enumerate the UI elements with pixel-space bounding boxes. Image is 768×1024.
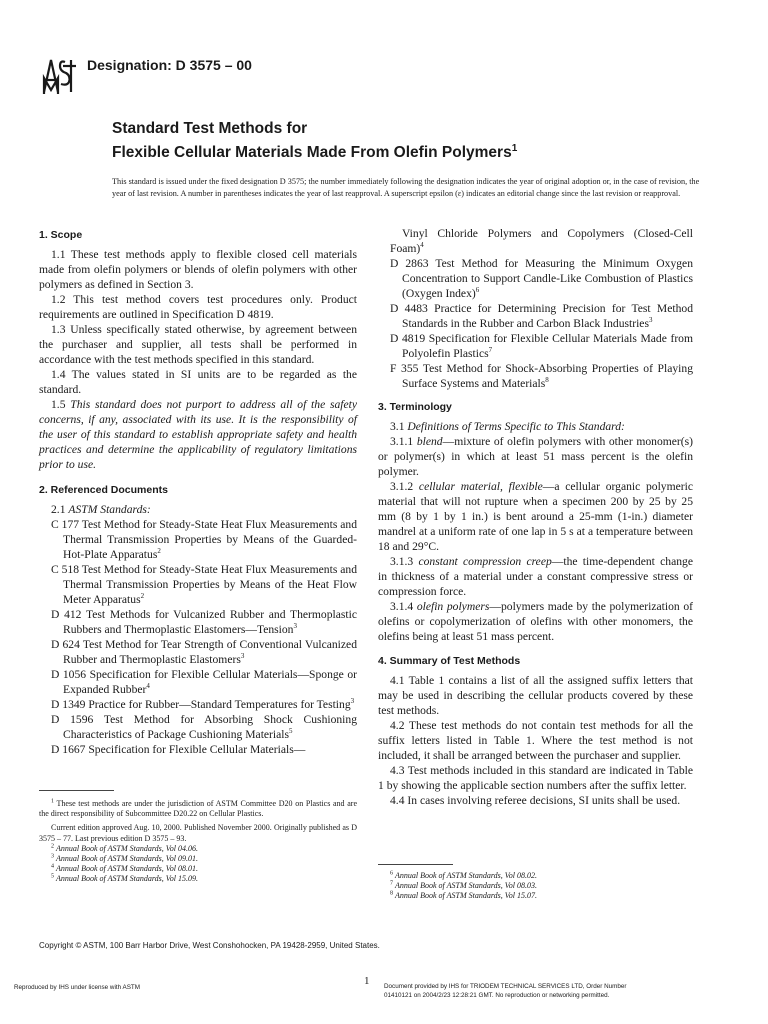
section-3-1-2: 3.1.2 cellular material, flexible—a cellular organic polymeric material that will not rupture when a specimen 200 by 25 by 25 mm (8 by 1 by 1 in.) is bent around a 25-mm (1-in.) diameter mandrel at a uniform rate of one lap in 5 s at a temperature between 18 and 29°C. [378,480,693,553]
copyright-line: Copyright © ASTM, 100 Barr Harbor Drive, West Conshohocken, PA 19428-2959, United States. [39,941,380,950]
reference-entry: D 4483 Practice for Determining Precision for Test Method Standards in the Rubber and Carbon Black Industries$^3$ [390,302,693,330]
section-4-3: 4.3 Test methods included in this standard are indicated in Table 1 by showing the applicable section numbers after the suffix letter. [378,764,693,792]
footnote-rule-left [39,790,114,791]
footnote-2: $^2$ Annual Book of ASTM Standards, Vol 04.06. [51,843,198,853]
section-1-5: 1.5 This standard does not purport to address all of the safety concerns, if any, associated with its use. It is the responsibility of the user of this standard to establish appropriate safety and health practices and determine the applicability of regulatory limitations prior to use. [39,398,357,471]
section-3-1-1: 3.1.1 blend—mixture of olefin polymers with other monomer(s) or polymer(s) in which at least 51 mass percent is the olefin polymer. [378,435,693,478]
reference-entry: D 1056 Specification for Flexible Cellular Materials—Sponge or Expanded Rubber$^4$ [51,668,357,696]
issuance-notice: This standard is issued under the fixed designation D 3575; the number immediately following the designation indicates the year of original adoption or, in the case of revision, the year of last revision. A number in parentheses indicates the year of last reapproval. A superscript epsilon (ε) indicates an editorial change since the last revision or reapproval. [112,177,700,198]
footnotes-left [39,799,357,885]
astm-logo [38,52,78,98]
section-3-1-3: 3.1.3 constant compression creep—the time-dependent change in thickness of a material under a constant compressive stress or compression force. [378,555,693,598]
reference-entry: F 355 Test Method for Shock-Absorbing Properties of Playing Surface Systems and Materials$^8$ [390,362,693,390]
reference-entry: Vinyl Chloride Polymers and Copolymers (Closed-Cell Foam)$^4$ [390,227,693,255]
reference-entry: D 1667 Specification for Flexible Cellular Materials— [51,743,306,756]
footnote-8: $^8$ Annual Book of ASTM Standards, Vol 15.07. [390,890,537,901]
section-1-1: 1.1 These test methods apply to flexible closed cell materials made from olefin polymers or blends of olefin polymers with other polymers as defined in Section 3. [39,248,357,291]
title-line-1: Standard Test Methods for [112,120,308,137]
provided-line-2: 01410121 on 2004/2/23 12:28:21 GMT. No reproduction or networking permitted. [384,991,610,999]
terminology-heading: 3. Terminology [378,401,452,413]
reference-entry: D 412 Test Methods for Vulcanized Rubber and Thermoplastic Rubbers and Thermoplastic Elastomers—Tension$^3$ [51,608,357,636]
provided-line-1: Document provided by IHS for TRIODEM TECHNICAL SERVICES LTD, Order Number [384,983,627,990]
section-3-1-4: 3.1.4 olefin polymers—polymers made by the polymerization of olefins or copolymerization of olefins with other monomers, the olefins being at least 51 mass percent. [378,600,693,643]
footnote-3: $^3$ Annual Book of ASTM Standards, Vol 09.01. [51,853,198,864]
summary-heading: 4. Summary of Test Methods [378,655,521,667]
reference-entry: D 624 Test Method for Tear Strength of Conventional Vulcanized Rubber and Thermoplastic Elastomers$^3$ [51,638,357,666]
document-title [112,119,712,163]
footnote-1: $^1$ These test methods are under the jurisdiction of ASTM Committee D20 on Plastics and are the direct responsibility of Subcommittee D20.22 on Cellular Plastics. [39,798,357,819]
reference-entry: D 1349 Practice for Rubber—Standard Temperatures for Testing$^3$ [51,697,355,711]
referenced-documents-heading: 2. Referenced Documents [39,484,168,496]
scope-heading: 1. Scope [39,229,83,241]
footnote-5: $^5$ Annual Book of ASTM Standards, Vol 15.09. [51,873,198,884]
footnote-4: $^4$ Annual Book of ASTM Standards, Vol 08.01. [51,863,198,874]
footnote-7: $^7$ Annual Book of ASTM Standards, Vol 08.03. [390,880,537,891]
reference-list-continued [378,226,693,391]
reference-entry: D 4819 Specification for Flexible Cellular Materials Made from Polyolefin Plastics$^7$ [390,332,693,360]
footnote-rule-right [378,864,453,865]
section-1-3: 1.3 Unless specifically stated otherwise, by agreement between the purchaser and supplier, all tests shall be performed in accordance with the test methods specified in this standard. [39,323,357,366]
footnote-6: $^6$ Annual Book of ASTM Standards, Vol 08.02. [390,870,537,880]
section-1-4: 1.4 The values stated in SI units are to be regarded as the standard. [39,368,357,396]
section-4-4: 4.4 In cases involving referee decisions, SI units shall be used. [390,794,681,807]
reference-entry: D 1596 Test Method for Absorbing Shock Cushioning Characteristics of Package Cushioning Materials$^5$ [51,713,357,741]
section-2-1: 2.1 ASTM Standards: [51,503,151,516]
designation: Designation: D 3575 – 00 [87,57,252,73]
reference-entry: C 518 Test Method for Steady-State Heat Flux Measurements and Thermal Transmission Properties by Means of the Heat Flow Meter Apparatus$^2$ [51,563,357,606]
footnotes-right [378,871,693,902]
reference-list [39,517,357,757]
section-1-2: 1.2 This test method covers test procedures only. Product requirements are outlined in Specification D 4819. [39,293,357,321]
reference-entry: D 2863 Test Method for Measuring the Minimum Oxygen Concentration to Support Candle-Like Combustion of Plastics (Oxygen Index)$^6$ [390,257,693,300]
section-4-1: 4.1 Table 1 contains a list of all the assigned suffix letters that may be used in describing the cellular products covered by these test methods. [378,674,693,717]
reproduced-notice: Reproduced by IHS under license with ASTM [14,984,140,991]
edition-note: Current edition approved Aug. 10, 2000. Published November 2000. Originally published as D 3575 – 77. Last previous edition D 3575 – 93. [39,823,357,843]
reference-entry: C 177 Test Method for Steady-State Heat Flux Measurements and Thermal Transmission Properties by Means of the Guarded-Hot-Plate Apparatus$^2$ [51,518,357,561]
title-line-2: Flexible Cellular Materials Made From Olefin Polymers$^1$ [112,143,518,162]
section-4-2: 4.2 These test methods do not contain test methods for all the suffix letters listed in Table 1. Where the test method is not included, it shall be arranged between the purchaser and supplier. [378,719,693,762]
left-column [39,228,357,757]
right-column [378,226,693,808]
section-3-1: 3.1 Definitions of Terms Specific to This Standard: [390,420,625,433]
provided-notice [384,983,644,1000]
page-number: 1 [364,975,370,987]
